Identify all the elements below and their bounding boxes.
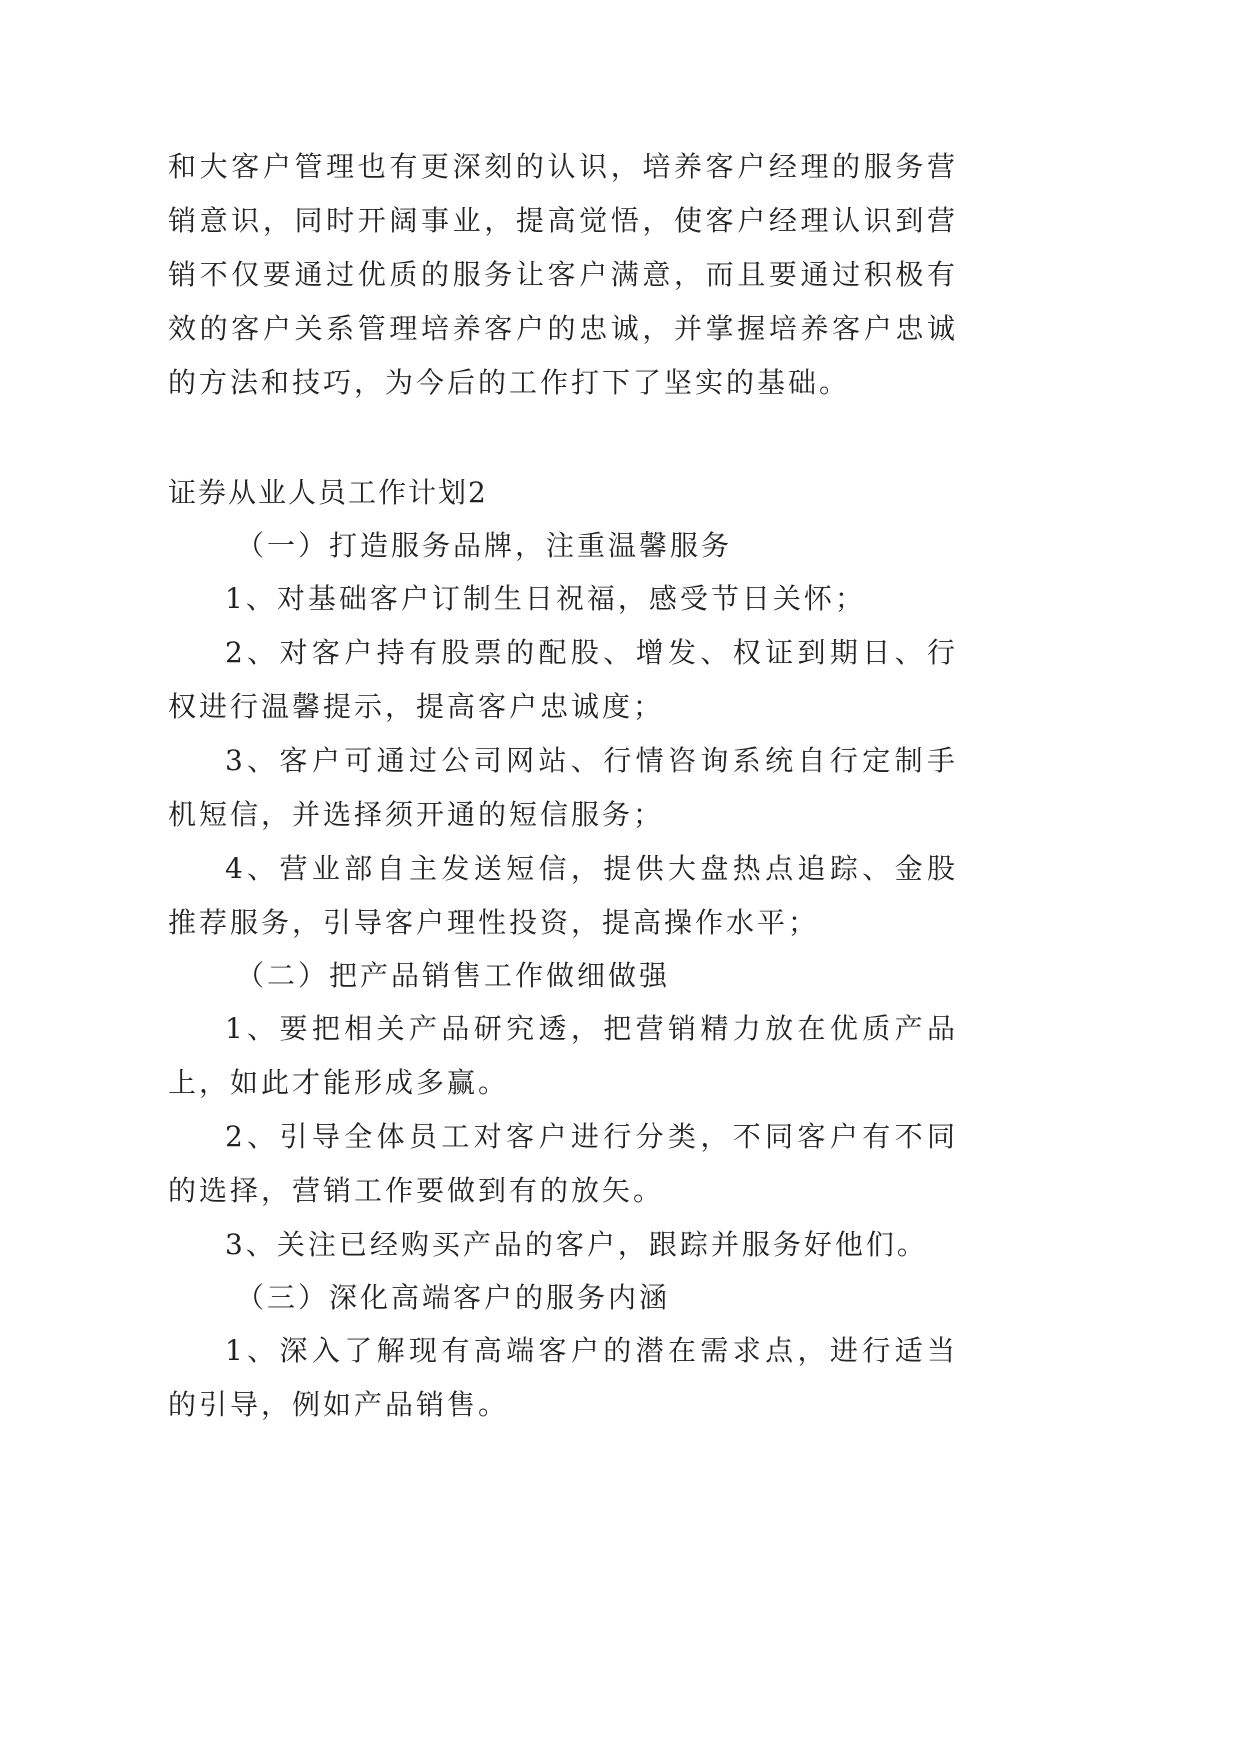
part-3-item-1: 1、深入了解现有高端客户的潜在需求点，进行适当的引导，例如产品销售。	[168, 1334, 958, 1421]
part-3-heading: （三）深化高端客户的服务内涵	[236, 1281, 671, 1314]
intro-paragraph: 和大客户管理也有更深刻的认识，培养客户经理的服务营销意识，同时开阔事业，提高觉悟，使客户经理认识到营销不仅要通过优质的服务让客户满意，而且要通过积极有效的客户关系管理培养客户的忠诚，并掌握培养客户忠诚的方法和技巧，为今后的工作打下了坚实的基础。	[168, 150, 958, 399]
section-title: 证券从业人员工作计划2	[168, 476, 488, 509]
part-1-heading: （一）打造服务品牌，注重温馨服务	[236, 529, 733, 562]
part-1-item-3: 3、客户可通过公司网站、行情咨询系统自行定制手机短信，并选择须开通的短信服务；	[168, 744, 958, 831]
part-1-item-1: 1、对基础客户订制生日祝福，感受节日关怀；	[225, 582, 866, 615]
part-2-item-1: 1、要把相关产品研究透，把营销精力放在优质产品上，如此才能形成多赢。	[168, 1012, 958, 1099]
part-2-item-3: 3、关注已经购买产品的客户，跟踪并服务好他们。	[225, 1228, 928, 1261]
part-1-item-2: 2、对客户持有股票的配股、增发、权证到期日、行权进行温馨提示，提高客户忠诚度；	[168, 636, 958, 723]
part-1-item-4: 4、营业部自主发送短信，提供大盘热点追踪、金股推荐服务，引导客户理性投资，提高操作水平；	[168, 852, 958, 939]
part-2-heading: （二）把产品销售工作做细做强	[236, 959, 671, 992]
document-body	[168, 140, 958, 1432]
part-2-item-2: 2、引导全体员工对客户进行分类，不同客户有不同的选择，营销工作要做到有的放矢。	[168, 1120, 958, 1207]
